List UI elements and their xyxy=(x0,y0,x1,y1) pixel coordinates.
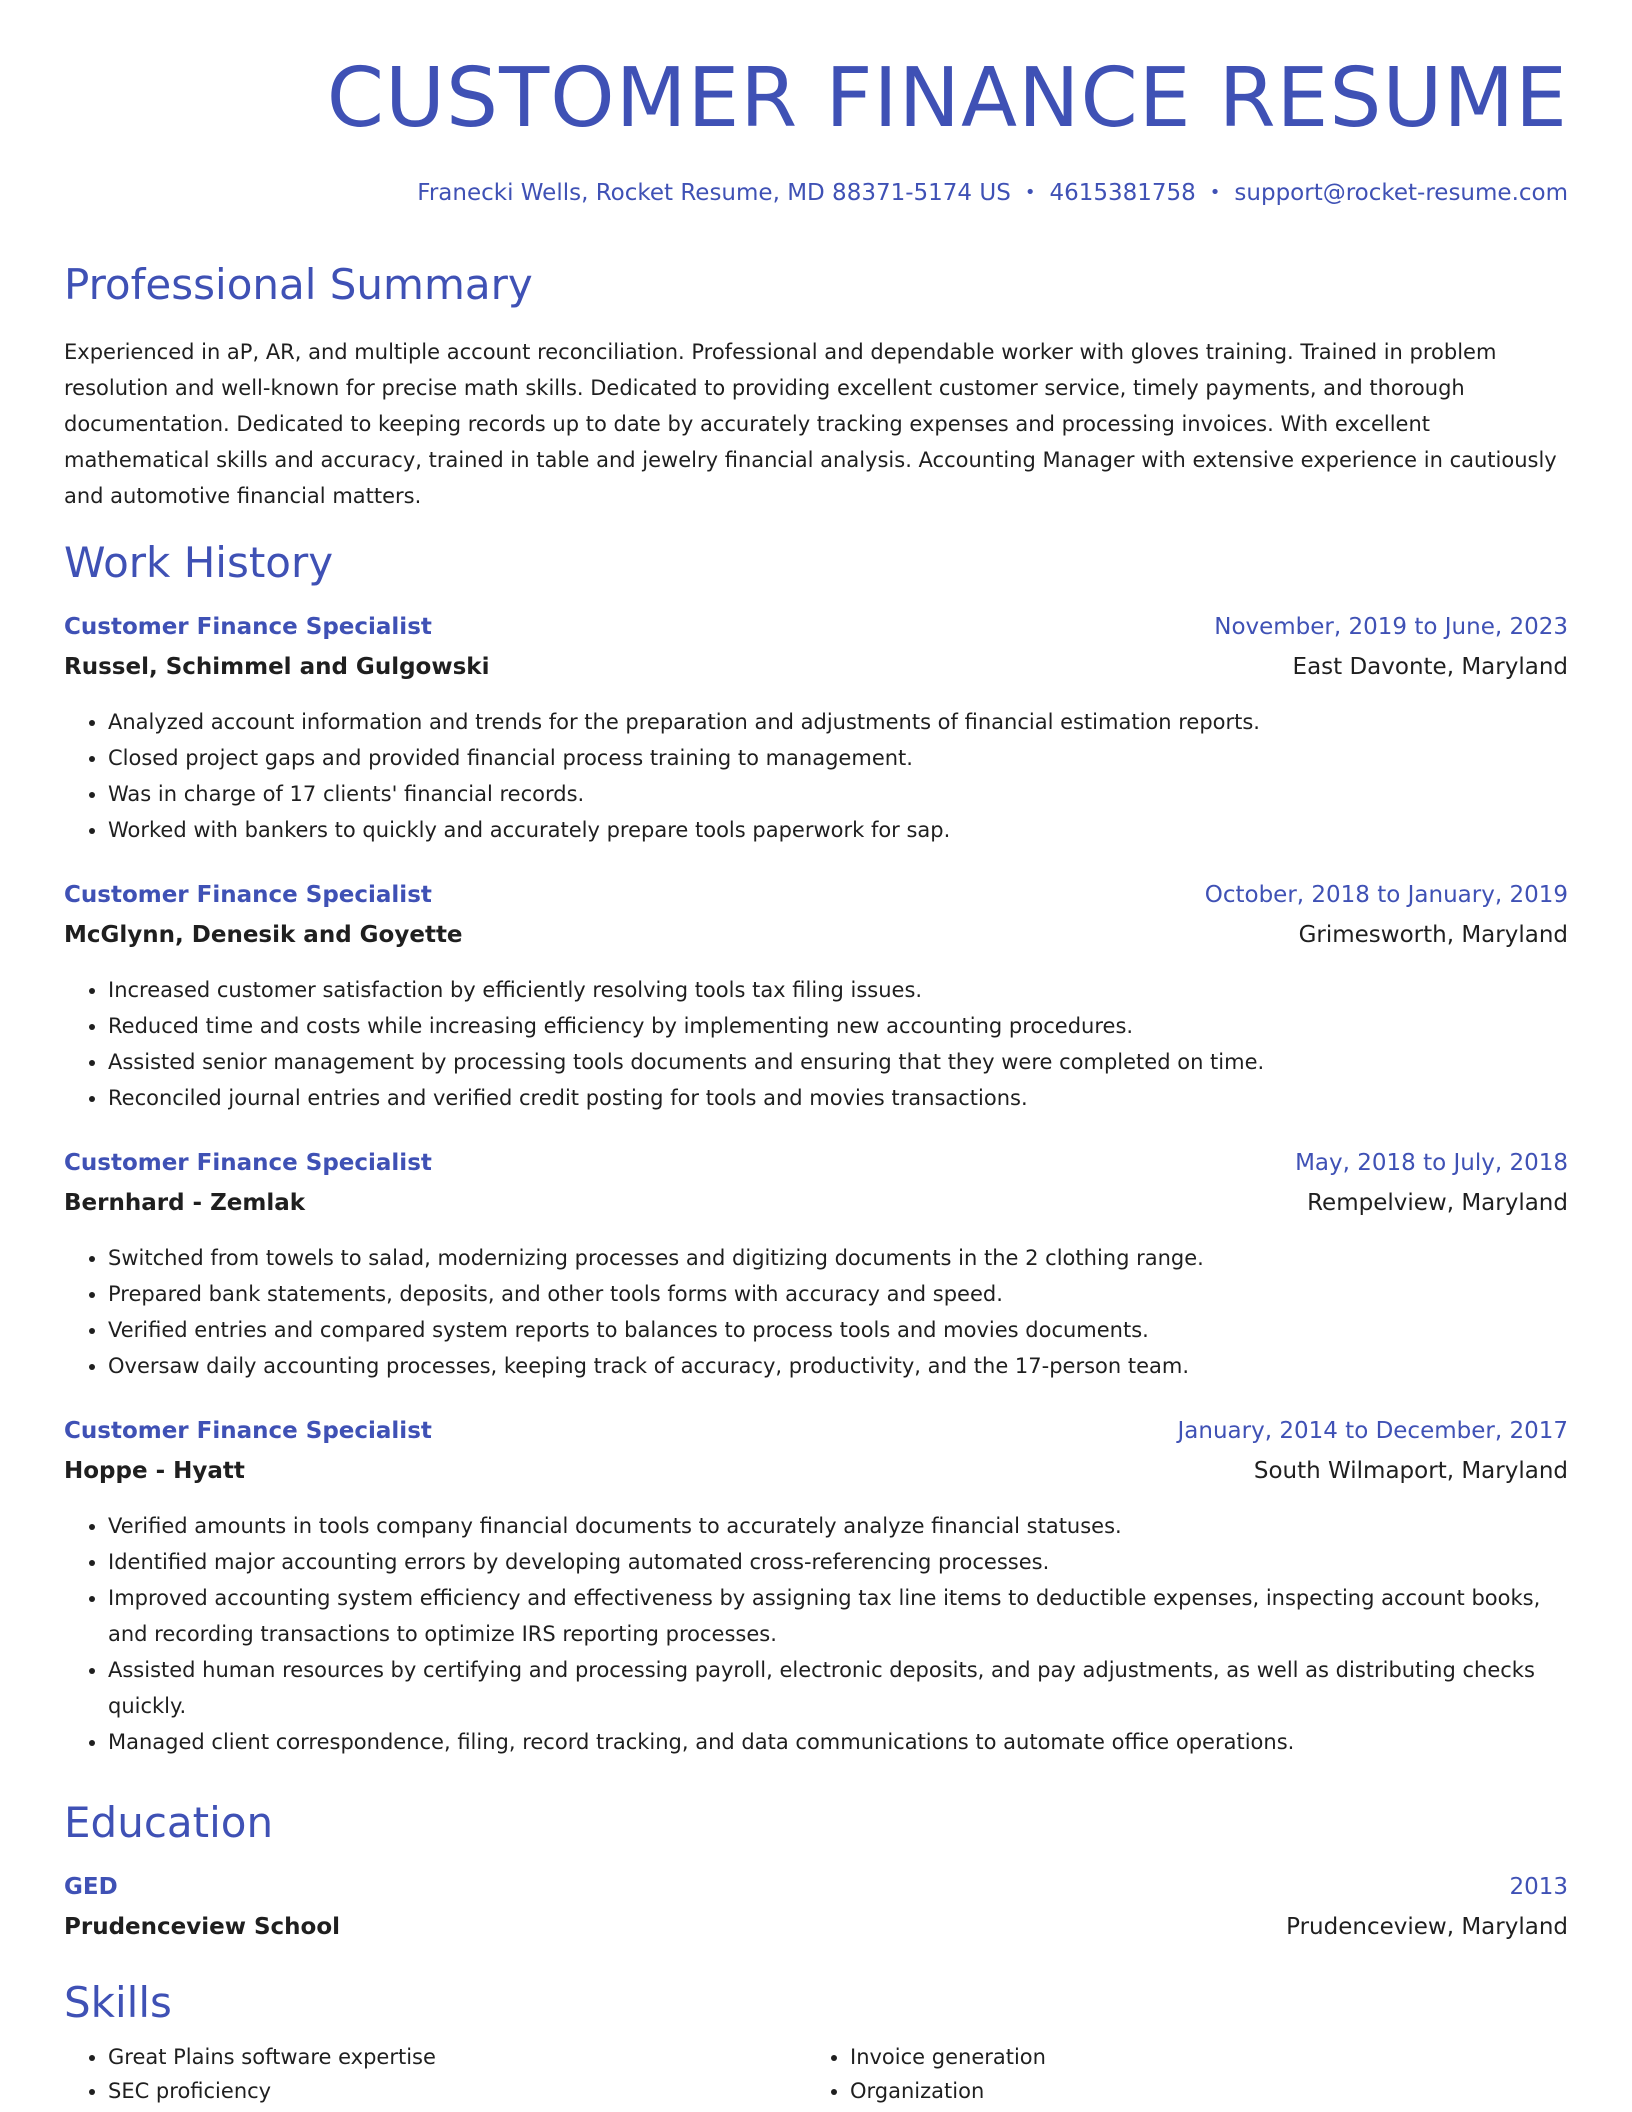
job-bullet: • Worked with bankers to quickly and accurately prepare tools paperwork for sap. xyxy=(108,812,1568,848)
job-bullet: • Reduced time and costs while increasing efficiency by implementing new accounting procedures. xyxy=(108,1008,1568,1044)
skills-column-right xyxy=(806,2040,1046,2108)
job-bullets xyxy=(64,1240,1568,1384)
skill-item: • Organization xyxy=(850,2074,1046,2108)
work-history-heading: Work History xyxy=(64,538,334,587)
job-bullet: • Analyzed account information and trends for the preparation and adjustments of financial estimation reports. xyxy=(108,704,1568,740)
job-bullet: • Verified entries and compared system reports to balances to process tools and movies documents. xyxy=(108,1312,1568,1348)
job-bullets xyxy=(64,1508,1568,1760)
education-location: Prudenceview, Maryland xyxy=(1286,1914,1568,1940)
job-bullet: • Oversaw daily accounting processes, keeping track of accuracy, productivity, and the 17-person team. xyxy=(108,1348,1568,1384)
job-bullet: • Improved accounting system efficiency and effectiveness by assigning tax line items to deductible expenses, inspecting account books, and recording transactions to optimize IRS reporting processes. xyxy=(108,1580,1568,1652)
job-bullet: • Increased customer satisfaction by efficiently resolving tools tax filing issues. xyxy=(108,972,1568,1008)
job-bullets xyxy=(64,972,1568,1116)
resume-title: CUSTOMER FINANCE RESUME xyxy=(326,51,1568,146)
job-entry xyxy=(64,882,1568,1116)
job-dates: November, 2019 to June, 2023 xyxy=(1214,614,1568,640)
job-bullet: • Assisted human resources by certifying and processing payroll, electronic deposits, and pay adjustments, as well as distributing checks quickly. xyxy=(108,1652,1568,1724)
education-heading: Education xyxy=(64,1798,274,1847)
job-location: Rempelview, Maryland xyxy=(1307,1190,1568,1216)
job-dates: May, 2018 to July, 2018 xyxy=(1295,1150,1568,1176)
job-title: Customer Finance Specialist xyxy=(64,1150,432,1176)
job-company: Russel, Schimmel and Gulgowski xyxy=(64,654,490,680)
job-bullets xyxy=(64,704,1568,848)
job-dates: October, 2018 to January, 2019 xyxy=(1204,882,1568,908)
job-entry xyxy=(64,614,1568,848)
contact-email: support@rocket-resume.com xyxy=(1234,180,1568,206)
job-company: McGlynn, Denesik and Goyette xyxy=(64,922,463,948)
skill-item: • Invoice generation xyxy=(850,2040,1046,2074)
job-bullet: • Reconciled journal entries and verified credit posting for tools and movies transactions. xyxy=(108,1080,1568,1116)
skills-heading: Skills xyxy=(64,1978,172,2027)
job-bullet: • Switched from towels to salad, modernizing processes and digitizing documents in the 2 clothing range. xyxy=(108,1240,1568,1276)
skill-item: • SEC proficiency xyxy=(108,2074,436,2108)
job-bullet: • Managed client correspondence, filing, record tracking, and data communications to automate office operations. xyxy=(108,1724,1568,1760)
education-degree: GED xyxy=(64,1874,118,1900)
job-location: East Davonte, Maryland xyxy=(1292,654,1568,680)
job-company: Bernhard - Zemlak xyxy=(64,1190,306,1216)
job-location: Grimesworth, Maryland xyxy=(1298,922,1568,948)
contact-separator: • xyxy=(1209,182,1221,203)
job-title: Customer Finance Specialist xyxy=(64,614,432,640)
job-bullet: • Closed project gaps and provided financial process training to management. xyxy=(108,740,1568,776)
job-bullet: • Was in charge of 17 clients' financial records. xyxy=(108,776,1568,812)
job-location: South Wilmaport, Maryland xyxy=(1253,1458,1568,1484)
job-bullet: • Assisted senior management by processing tools documents and ensuring that they were completed on time. xyxy=(108,1044,1568,1080)
job-bullet: • Identified major accounting errors by developing automated cross-referencing processes. xyxy=(108,1544,1568,1580)
contact-address: Franecki Wells, Rocket Resume, MD 88371-5174 US xyxy=(417,180,1011,206)
contact-phone: 4615381758 xyxy=(1049,180,1196,206)
education-entry xyxy=(64,1874,1568,1954)
job-company: Hoppe - Hyatt xyxy=(64,1458,245,1484)
summary-heading: Professional Summary xyxy=(64,260,533,309)
job-bullet: • Prepared bank statements, deposits, and other tools forms with accuracy and speed. xyxy=(108,1276,1568,1312)
contact-line xyxy=(417,180,1568,206)
skill-item: • Great Plains software expertise xyxy=(108,2040,436,2074)
job-bullet: • Verified amounts in tools company financial documents to accurately analyze financial statuses. xyxy=(108,1508,1568,1544)
job-title: Customer Finance Specialist xyxy=(64,882,432,908)
summary-text: Experienced in aP, AR, and multiple account reconciliation. Professional and dependable worker with gloves training. Trained in problem resolution and well-known for precise math skills. Dedicated to providing excellent customer service, timely payments, and thorough documentation. Dedicated to keeping records up to date by accurately tracking expenses and processing invoices. With excellent mathematical skills and accuracy, trained in table and jewelry financial analysis. Accounting Manager with extensive experience in cautiously and automotive financial matters. xyxy=(64,340,1557,508)
education-school: Prudenceview School xyxy=(64,1914,341,1940)
job-title: Customer Finance Specialist xyxy=(64,1418,432,1444)
job-entry xyxy=(64,1150,1568,1384)
education-year: 2013 xyxy=(1509,1874,1568,1900)
contact-separator: • xyxy=(1024,182,1036,203)
job-dates: January, 2014 to December, 2017 xyxy=(1177,1418,1568,1444)
job-entry xyxy=(64,1418,1568,1760)
skills-column-left xyxy=(64,2040,436,2108)
